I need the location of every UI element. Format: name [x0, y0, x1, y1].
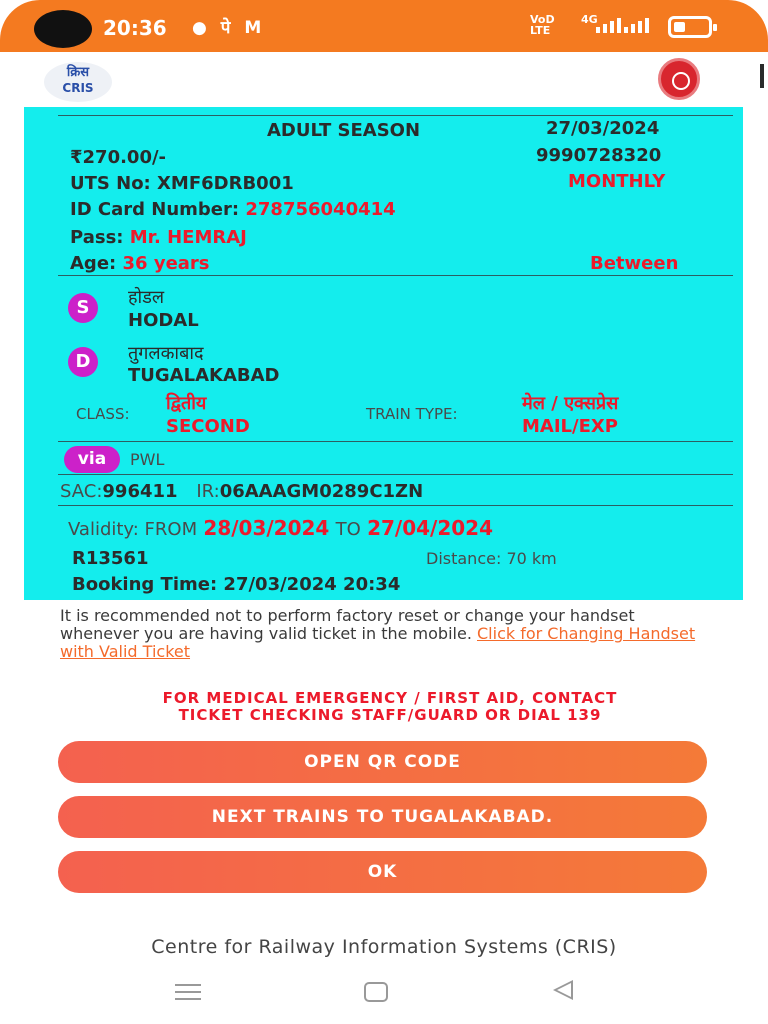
divider — [58, 275, 733, 276]
emergency-line-2: TICKET CHECKING STAFF/GUARD OR DIAL 139 — [178, 706, 602, 724]
ticket-type: ADULT SEASON — [267, 120, 421, 141]
front-camera — [34, 10, 92, 48]
gstin-value: 06AAAGM0289C1ZN — [219, 481, 424, 502]
ir-label: IR: — [196, 481, 220, 502]
destination-station: TUGALAKABAD — [128, 365, 280, 386]
id-row — [70, 199, 396, 220]
validity-label: Validity: FROM — [68, 519, 198, 540]
train-type-hindi: मेल / एक्सप्रेस — [522, 393, 619, 414]
carrier-label — [530, 14, 555, 36]
ticket-fare: ₹270.00/- — [70, 147, 167, 168]
class-label: CLASS: — [76, 405, 130, 423]
divider — [58, 505, 733, 506]
sac-label: SAC: — [60, 481, 103, 502]
tax-row — [60, 481, 423, 502]
ok-button[interactable]: OK — [58, 851, 707, 893]
ticket-date: 27/03/2024 — [546, 118, 660, 139]
ticket-code: R13561 — [72, 548, 149, 569]
cris-logo-english: CRIS — [62, 81, 94, 95]
footer-text: Centre for Railway Information Systems (CRIS) — [151, 936, 617, 958]
sac-value: 996411 — [102, 481, 178, 502]
uts-row — [70, 173, 294, 194]
change-handset-link[interactable]: Click for Changing Handset with Valid Ticket — [60, 624, 696, 661]
divider — [58, 441, 733, 442]
to-label: TO — [335, 519, 361, 540]
edge-indicator — [760, 64, 764, 88]
cris-logo-hindi: क्रिस — [66, 65, 90, 80]
open-qr-code-button[interactable]: OPEN QR CODE — [58, 741, 707, 783]
via-station: PWL — [130, 450, 165, 469]
handset-notice — [60, 607, 700, 661]
uts-label: UTS No: — [70, 173, 151, 194]
uts-number: XMF6DRB001 — [157, 173, 294, 194]
distance: Distance: 70 km — [426, 549, 557, 568]
divider — [58, 474, 733, 475]
pass-period: MONTHLY — [568, 171, 666, 192]
id-label: ID Card Number: — [70, 199, 240, 220]
signal-icon-2 — [624, 18, 649, 33]
recent-apps-icon[interactable] — [175, 984, 201, 1005]
destination-badge: D — [68, 347, 98, 377]
pass-row — [70, 227, 247, 248]
booking-time: Booking Time: 27/03/2024 20:34 — [72, 574, 401, 595]
back-icon[interactable] — [553, 980, 573, 1000]
valid-from: 28/03/2024 — [203, 516, 330, 540]
carrier-line2: LTE — [530, 24, 551, 37]
notice-text: It is recommended not to perform factory reset or change your handset whenever you are having valid ticket in the mobile. — [60, 606, 635, 643]
next-trains-button[interactable]: NEXT TRAINS TO TUGALAKABAD. — [58, 796, 707, 838]
system-nav-bar — [0, 970, 768, 1024]
train-type-value: MAIL/EXP — [522, 416, 618, 437]
notification-icons: ● पे M — [192, 18, 266, 38]
pass-label: Pass: — [70, 227, 124, 248]
age-value: 36 years — [122, 253, 210, 274]
via-badge: via — [64, 446, 120, 473]
signal-icon-1 — [596, 18, 621, 33]
class-hindi: द्वितीय — [166, 393, 207, 414]
id-number: 278756040414 — [245, 199, 396, 220]
source-hindi: होडल — [128, 287, 165, 308]
age-label: Age: — [70, 253, 117, 274]
validity-row — [68, 516, 493, 540]
home-icon[interactable] — [364, 982, 388, 1002]
source-badge: S — [68, 293, 98, 323]
status-bar — [0, 0, 768, 52]
ticket-card — [24, 107, 743, 600]
class-value: SECOND — [166, 416, 250, 437]
age-row — [70, 253, 210, 274]
carrier-line1: VoD — [530, 13, 555, 26]
status-time: 20:36 — [103, 16, 167, 40]
indian-railways-emblem-icon — [658, 58, 700, 100]
valid-to: 27/04/2024 — [367, 516, 494, 540]
destination-hindi: तुगलकाबाद — [128, 343, 204, 364]
battery-icon — [668, 16, 712, 38]
source-station: HODAL — [128, 310, 199, 331]
passenger-name: Mr. HEMRAJ — [129, 227, 247, 248]
emergency-line-1: FOR MEDICAL EMERGENCY / FIRST AID, CONTACT — [162, 689, 618, 707]
divider — [58, 115, 733, 116]
mobile-number: 9990728320 — [536, 145, 662, 166]
network-type: 4G — [581, 13, 598, 26]
between-label: Between — [590, 253, 679, 274]
cris-logo — [44, 62, 112, 102]
emergency-notice — [60, 690, 720, 724]
train-type-label: TRAIN TYPE: — [366, 405, 458, 423]
